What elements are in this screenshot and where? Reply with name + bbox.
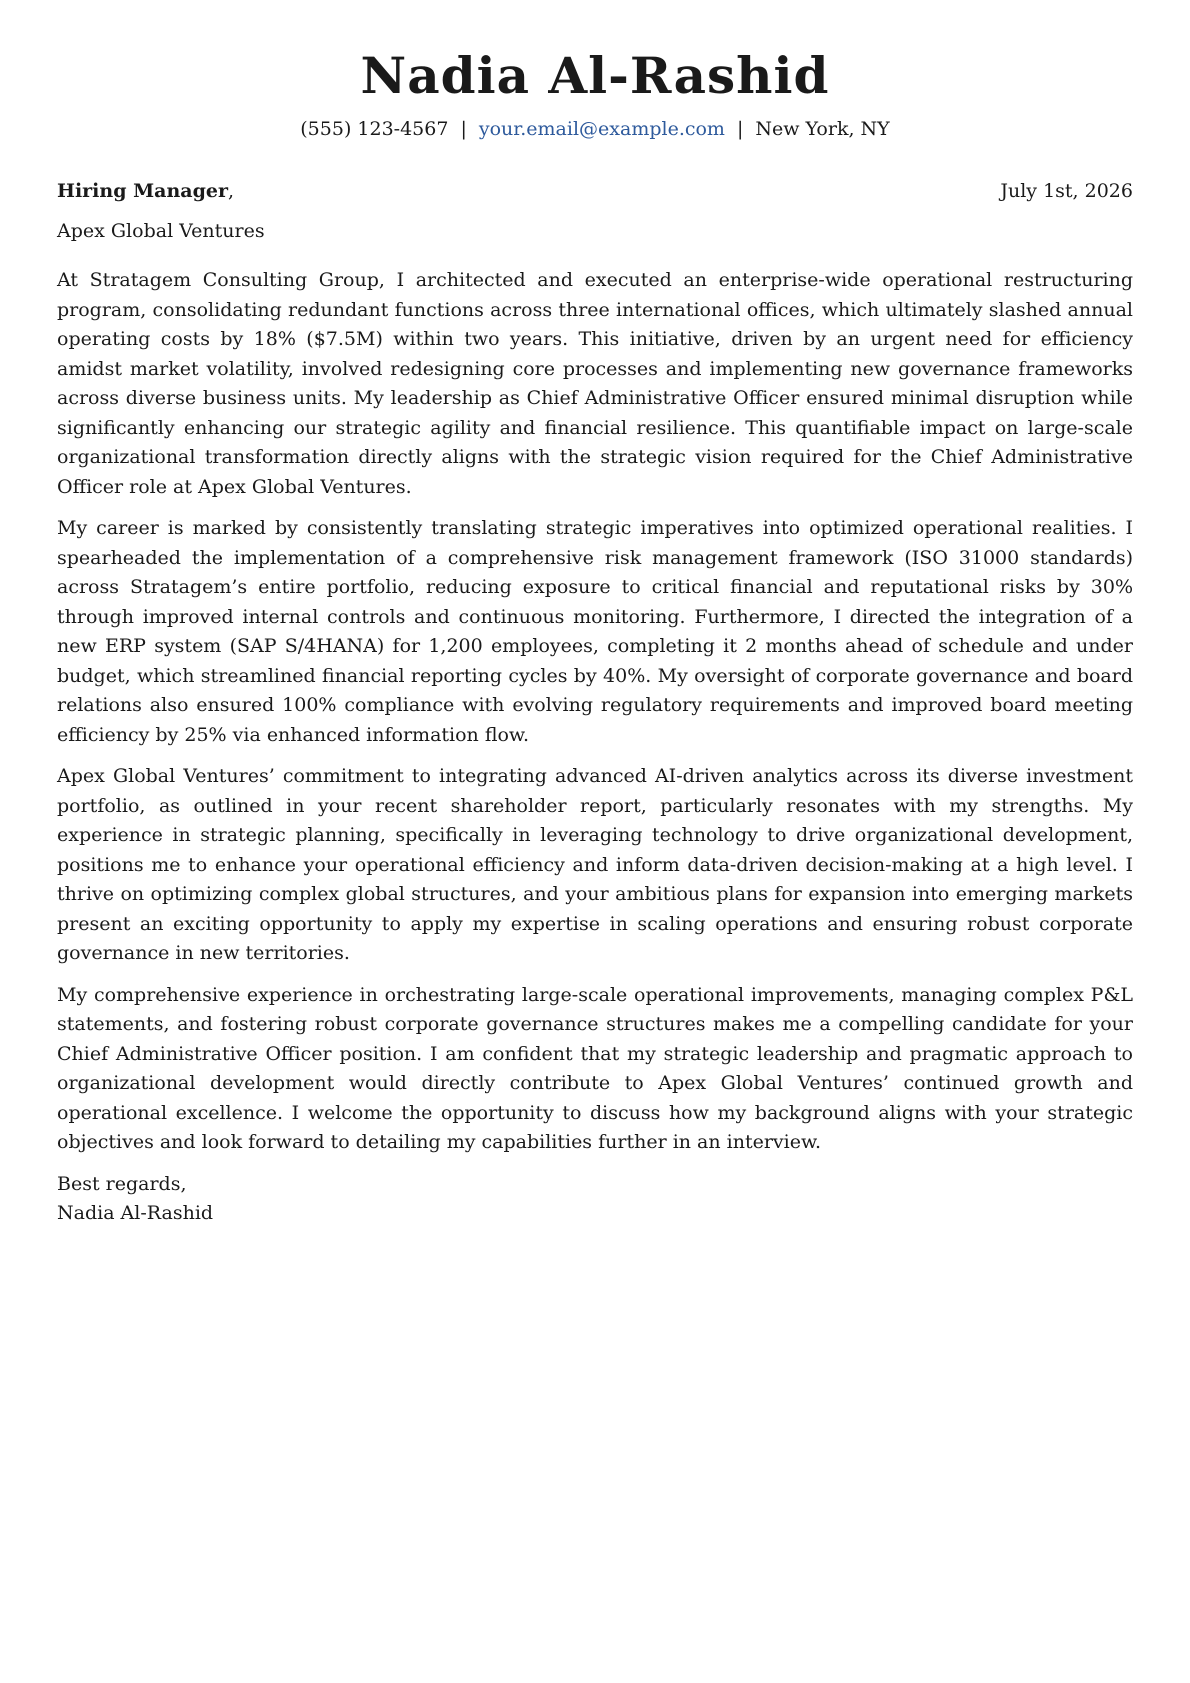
letter-date: July 1st, 2026 (1000, 180, 1133, 202)
cover-letter-page (57, 40, 1133, 1229)
body-paragraph: At Stratagem Consulting Group, I architected and executed an enterprise-wide operational restructuring program, consolidating redundant functions across three international offices, which ultimately slashed annual operating costs by 18% ($7.5M) within two years. This initiative, driven by an urgent need for efficiency amidst market volatility, involved redesigning core processes and implementing new governance frameworks across diverse business units. My leadership as Chief Administrative Officer ensured minimal disruption while significantly enhancing our strategic agility and financial resilience. This quantifiable impact on large-scale organizational transformation directly aligns with the strategic vision required for the Chief Administrative Officer role at Apex Global Ventures. (57, 269, 1133, 498)
closing-salutation: Best regards, (57, 1172, 187, 1195)
email-link[interactable]: your.email@example.com (478, 118, 725, 140)
contact-separator: | (460, 118, 467, 140)
body-paragraph: My comprehensive experience in orchestrating large-scale operational improvements, managing complex P&L statements, and fostering robust corporate governance structures makes me a compelling candidate for your Chief Administrative Officer position. I am confident that my strategic leadership and pragmatic approach to organizational development would directly contribute to Apex Global Ventures’ continued growth and operational excellence. I welcome the opportunity to discuss how my background aligns with your strategic objectives and look forward to detailing my capabilities further in an interview. (57, 983, 1133, 1153)
applicant-name: Nadia Al-Rashid (360, 46, 830, 105)
recipient-name-suffix: , (227, 180, 235, 202)
contact-separator: | (736, 118, 744, 140)
letter-body (57, 266, 1133, 1158)
body-paragraph: My career is marked by consistently translating strategic imperatives into optimized operational realities. I spearheaded the implementation of a comprehensive risk management framework (ISO 31000 standards) across Stratagem’s entire portfolio, reducing exposure to critical financial and reputational risks by 30% through improved internal controls and continuous monitoring. Furthermore, I directed the integration of a new ERP system (SAP S/4HANA) for 1,200 employees, completing it 2 months ahead of schedule and under budget, which streamlined financial reporting cycles by 40%. My oversight of corporate governance and board relations also ensured 100% compliance with evolving regulatory requirements and improved board meeting efficiency by 25% via enhanced information flow. (57, 517, 1133, 746)
letter-closing (57, 1170, 1133, 1229)
recipient-company: Apex Global Ventures (57, 220, 265, 242)
recipient-greeting (57, 178, 234, 204)
recipient-name: Hiring Manager (57, 180, 228, 202)
recipient-row (57, 178, 1133, 204)
contact-line (57, 116, 1133, 142)
location: New York, NY (755, 118, 890, 140)
phone-number: (555) 123-4567 (300, 118, 449, 140)
signature-name: Nadia Al-Rashid (57, 1202, 214, 1224)
body-paragraph: Apex Global Ventures’ commitment to integrating advanced AI-driven analytics across its diverse investment portfolio, as outlined in your recent shareholder report, particularly resonates with my strengths. My experience in strategic planning, specifically in leveraging technology to drive organizational development, positions me to enhance your operational efficiency and inform data-driven decision-making at a high level. I thrive on optimizing complex global structures, and your ambitious plans for expansion into emerging markets present an exciting opportunity to apply my expertise in scaling operations and ensuring robust corporate governance in new territories. (57, 765, 1133, 964)
